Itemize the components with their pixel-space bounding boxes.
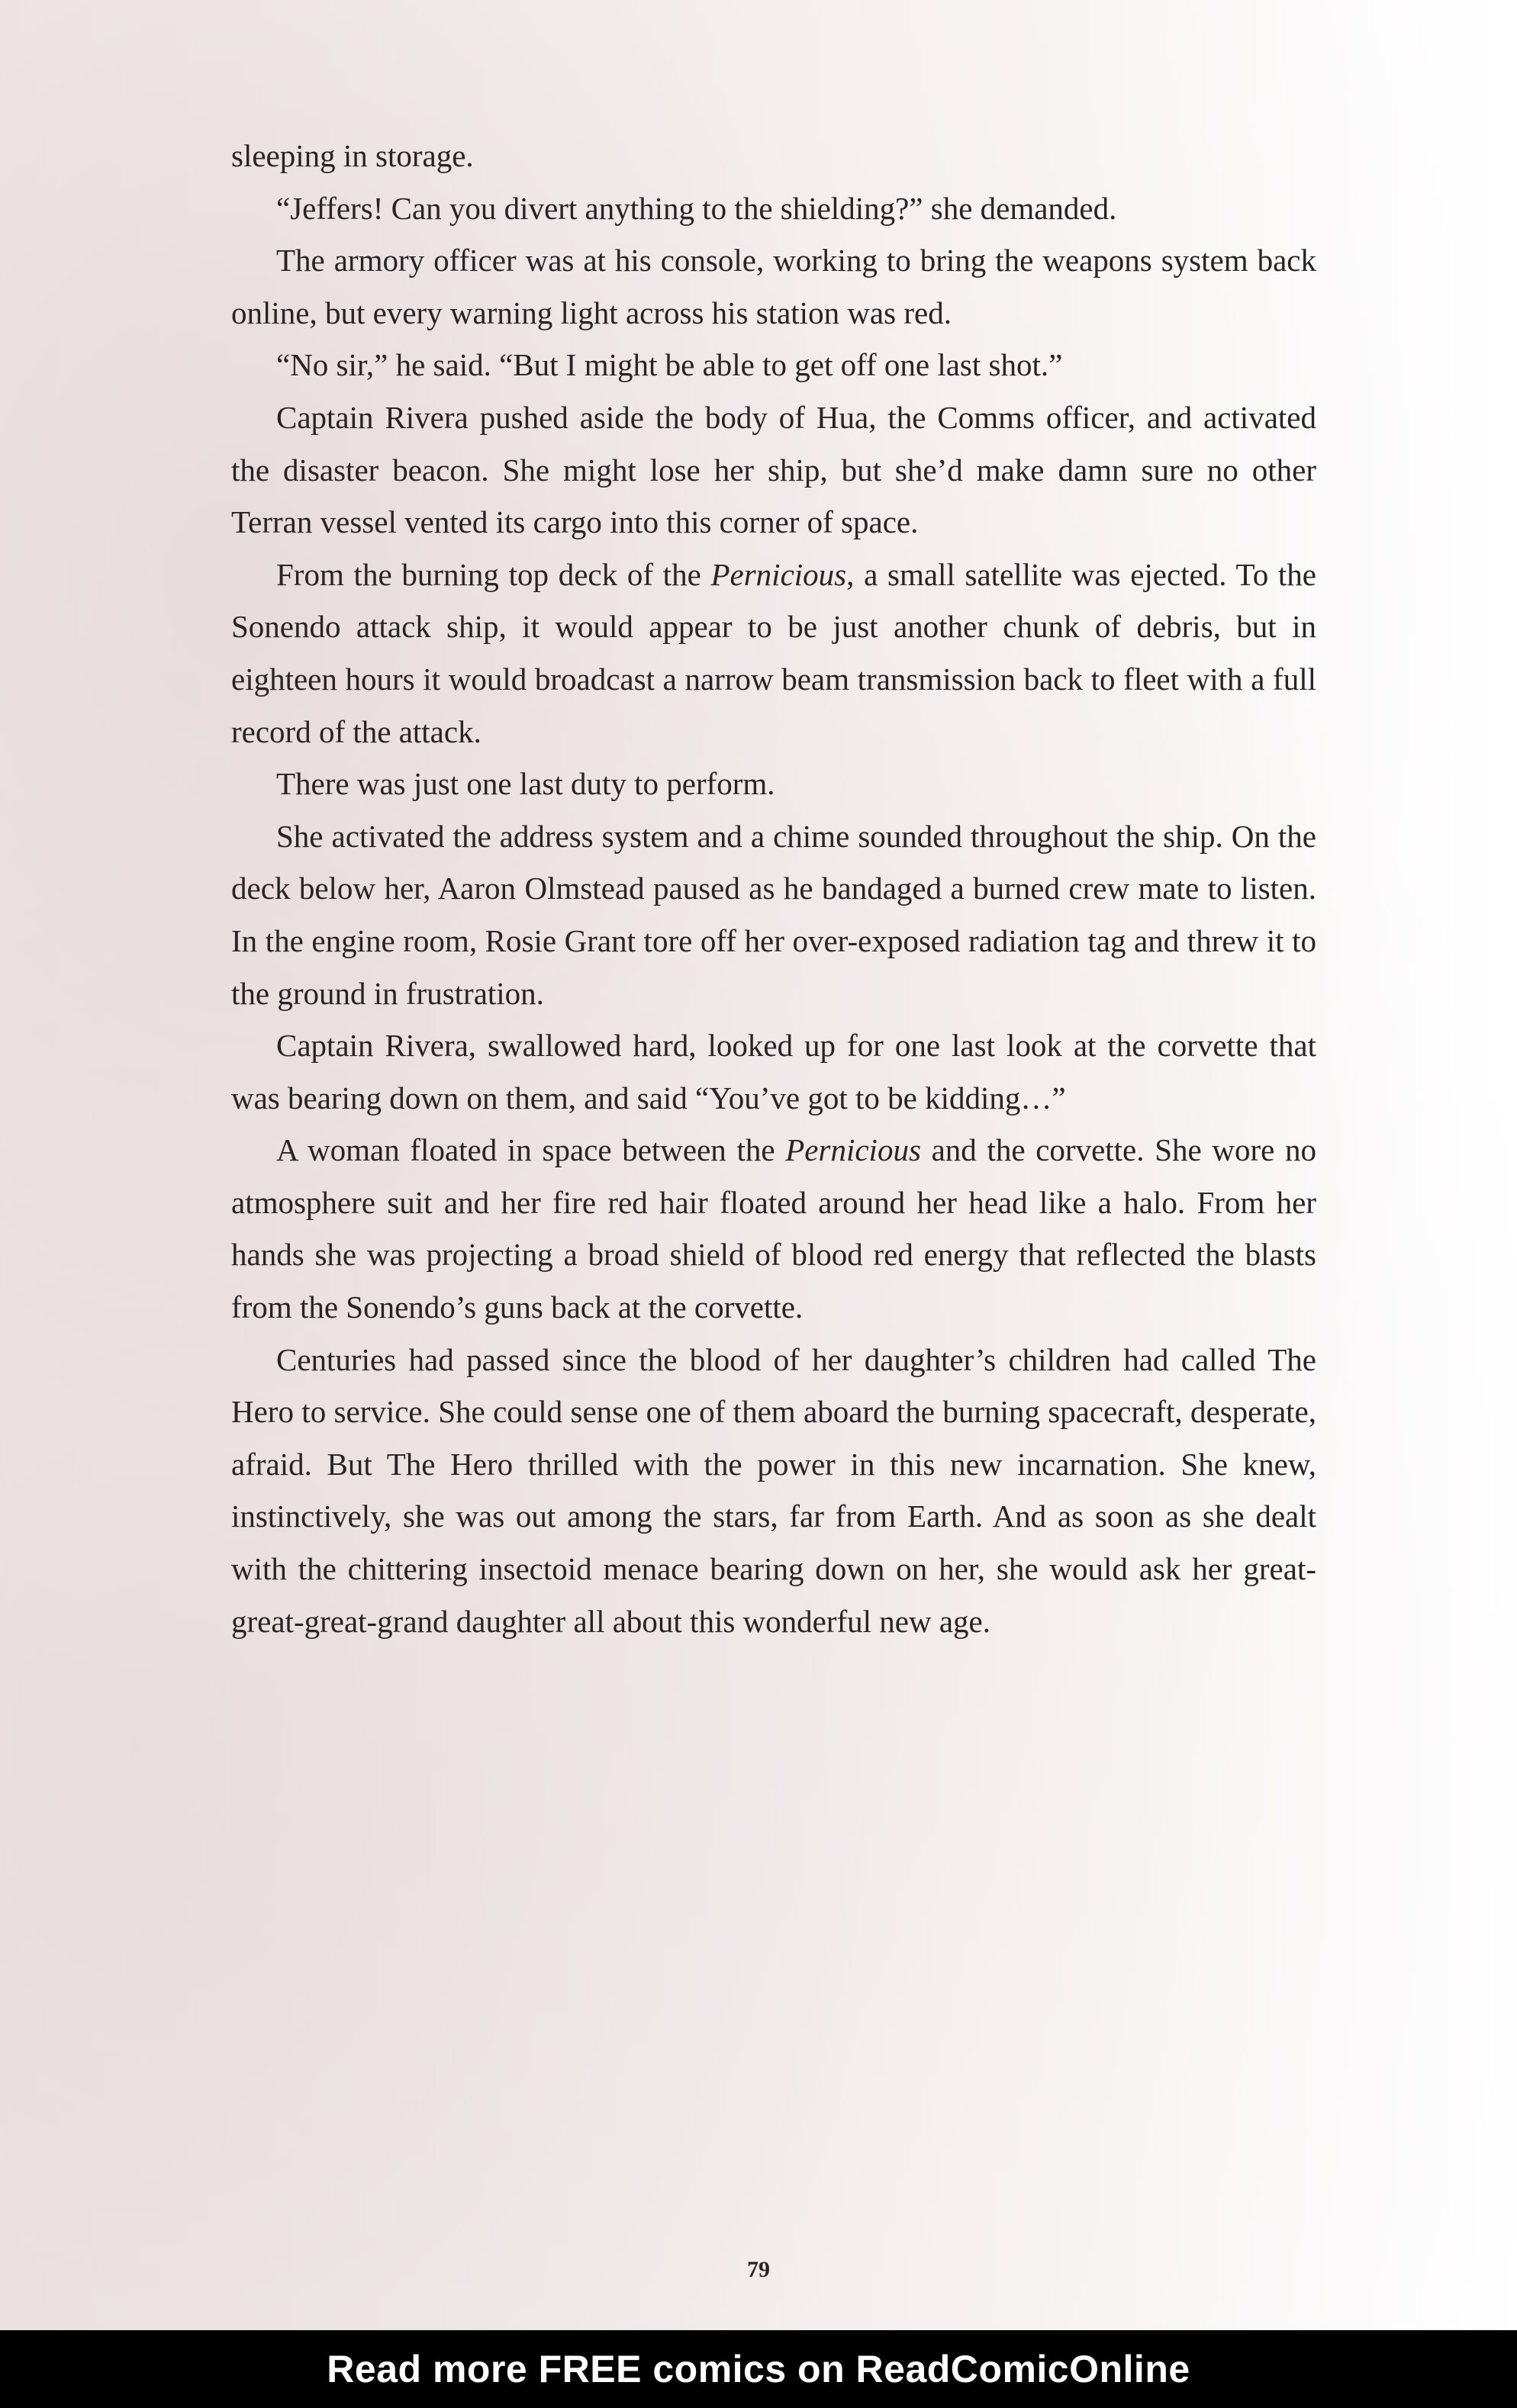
text-segment: sleeping in storage.: [231, 138, 474, 173]
text-segment: “Jeffers! Can you divert anything to the shielding?” she demanded.: [276, 190, 1117, 226]
italic-text: Pernicious: [710, 556, 847, 592]
footer-banner[interactable]: [0, 2330, 1517, 2408]
paragraph: [231, 234, 1316, 339]
paragraph: [231, 182, 1316, 235]
text-segment: and the corvette. She wore no atmosphere suit and her fire red hair floated around her head like a halo. From her hands she was projecting a broad shield of blood red energy that reflected the blasts from the Sonendo’s guns back at the corvette.: [231, 1132, 1317, 1325]
footer-banner-text[interactable]: Read more FREE comics on ReadComicOnline: [327, 2348, 1190, 2390]
text-segment: “No sir,” he said. “But I might be able to get off one last shot.”: [276, 347, 1063, 383]
italic-text: Pernicious: [785, 1132, 921, 1168]
paragraph: [231, 810, 1316, 1019]
text-segment: The armory officer was at his console, working to bring the weapons system back online, but every warning light across his station was red.: [231, 243, 1316, 330]
paragraph: [231, 1019, 1316, 1124]
story-text: [231, 130, 1316, 1647]
paragraph: [231, 130, 1316, 182]
text-segment: From the burning top deck of the: [276, 556, 711, 592]
text-segment: Captain Rivera, swallowed hard, looked up for one last look at the corvette that was bearing down on them, and said “You’ve got to be kidding…”: [231, 1028, 1316, 1115]
paragraph: [231, 1124, 1316, 1333]
text-segment: She activated the address system and a chime sounded throughout the ship. On the deck below her, Aaron Olmstead paused as he bandaged a burned crew mate to listen. In the engine room, Rosie Grant tore off her over-exposed radiation tag and threw it to the ground in frustration.: [231, 818, 1316, 1011]
paragraph: [231, 1334, 1316, 1648]
text-segment: Centuries had passed since the blood of her daughter’s children had called The Hero to service. She could sense one of them aboard the burning spacecraft, desperate, afraid. But The Hero thrilled with the power in this new incarnation. She knew, instinctively, she was out among the stars, far from Earth. And as soon as she dealt with the chittering insectoid menace bearing down on her, she would ask her great-great-great-grand daughter all about this wonderful new age.: [231, 1341, 1316, 1639]
text-segment: A woman floated in space between the: [276, 1132, 786, 1168]
text-segment: Captain Rivera pushed aside the body of Hua, the Comms officer, and activated the disaster beacon. She might lose her ship, but she’d make damn sure no other Terran vessel vented its cargo into this corner of space.: [231, 399, 1316, 540]
paragraph: [231, 339, 1316, 391]
paragraph: [231, 549, 1316, 758]
text-segment: , a small satellite was ejected. To the Sonendo attack ship, it would appear to be just another chunk of debris, but in eighteen hours it would broadcast a narrow beam transmission back to fleet with a full record of the attack.: [231, 556, 1316, 749]
paragraph: [231, 391, 1316, 549]
page-number: 79: [747, 2257, 770, 2282]
text-segment: There was just one last duty to perform.: [276, 766, 775, 802]
paragraph: [231, 758, 1316, 810]
